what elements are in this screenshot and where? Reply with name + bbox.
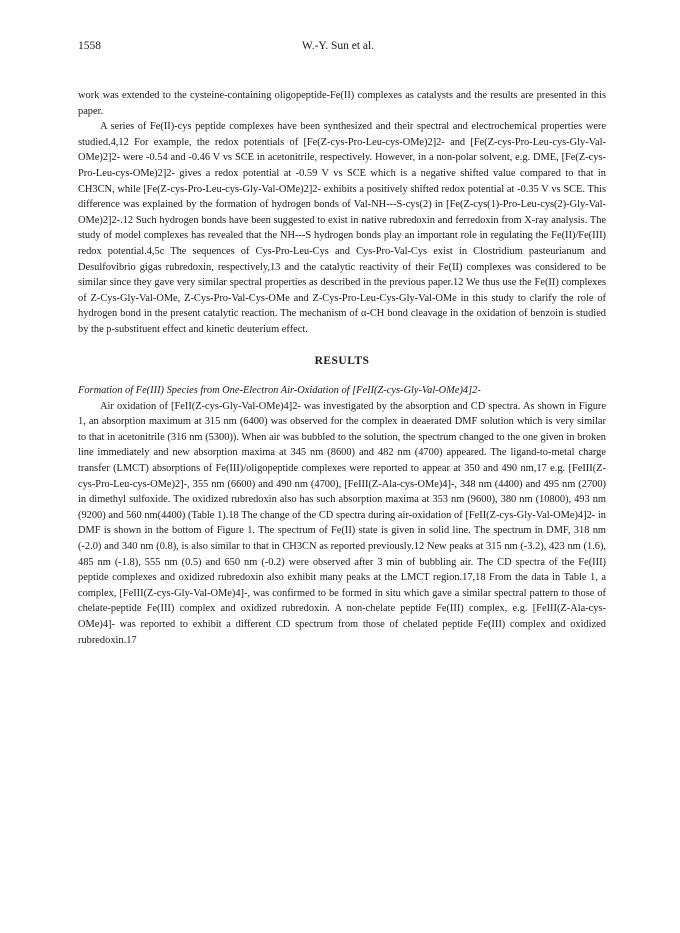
paragraph-air-oxidation: Air oxidation of [FeII(Z-cys-Gly-Val-OMe)4]2- was investigated by the absorption and CD spectra. As shown in Figure 1, an absorption maximum at 315 nm (6400) was observed for the complex in deaerated DMF solution which is very similar to that in acetonitrile (316 nm (5300)). When air was bubbled to the solution, the spectrum changed to the one given in broken line immediately and new absorption maxima at 345 nm (8600) and 482 nm (4700) appeared. The ligand-to-metal charge transfer (LMCT) absorptions of Fe(III)/oligopeptide complexes were reported to appear at 350 and 490 nm,17 e.g. [FeIII(Z-cys-Pro-Leu-cys-OMe)2]-, 355 nm (6600) and 490 nm (4700), [FeIII(Z-Ala-cys-OMe)4]-, 348 nm (4400) and 495 nm (2700) in dimethyl sulfoxide. The oxidized rubredoxin also has such absorption maxima at 353 nm (9600), 380 nm (10800), 493 nm (9200) and 560 nm(4400) (Table 1).18 The change of the CD spectra during air-oxidation of [FeII(Z-cys-Gly-Val-OMe)4]2- in DMF is shown in the bottom of Figure 1. The spectrum of Fe(II) state is given in solid line. The spectrum in DMF, 318 nm (-2.0) and 340 nm (0.8), is also similar to that in CH3CN as reported previously.12 New peaks at 315 nm (-3.2), 423 nm (1.6), 485 nm (-1.8), 555 nm (0.5) and 650 nm (-0.2) were observed after 3 min of bubbling air. The CD spectra of the Fe(III) peptide complexes and oxidized rubredoxin also exhibit many peaks at the LMCT region.17,18 From the data in Table 1, a complex, [FeIII(Z-cys-Gly-Val-OMe)4]-, was confirmed to be formed in situ which gave a similar spectral pattern to those of chelate-peptide Fe(III) complex and oxidized rubredoxin. A non-chelate peptide Fe(III) complex, e.g. [FeIII(Z-Ala-cys-OMe)4]- was reported to exhibit a different CD spectrum from those of chelated peptide Fe(III) complex and oxidized rubredoxin.17 xyxy=(78,400,606,646)
paragraph-intro-continuation: work was extended to the cysteine-containing oligopeptide-Fe(II) complexes as catalysts and the results are presented in this paper. xyxy=(78,90,606,117)
paragraph-redox-potentials: A series of Fe(II)-cys peptide complexes have been synthesized and their spectral and electrochemical properties were studied.4,12 For example, the redox potentials of [Fe(Z-cys-Pro-Leu-cys-OMe)2]2- and [Fe(Z-cys-Pro-Leu-cys-Gly-Val-OMe)2]2- were -0.54 and -0.46 V vs SCE in acetonitrile, respectively. However, in a non-polar solvent, e.g. DME, [Fe(Z-cys-Pro-Leu-cys-OMe)2]2- gives a redox potential at -0.59 V vs SCE which is a negative shifted value compared to that in CH3CN, while [Fe(Z-cys-Pro-Leu-cys-Gly-Val-OMe)2]2- exhibits a positively shifted redox potential at -0.35 V vs SCE. This difference was explained by the formation of hydrogen bonds of Val-NH---S-cys(2) in [Fe(Z-cys(1)-Pro-Leu-cys(2)-Gly-Val-OMe)2]2-.12 Such hydrogen bonds have been suggested to exist in native rubredoxin and ferredoxin from X-ray analysis. The study of model complexes has revealed that the NH---S hydrogen bonds play an important role in regulating the Fe(II)/Fe(III) redox potential.4,5c The sequences of Cys-Pro-Leu-Cys and Cys-Pro-Val-Cys exist in Clostridium pasteurianum and Desulfovibrio gigas rubredoxin, respectively,13 and the catalytic reactivity of their Fe(II) complexes was considered to be similar since they gave very similar spectral properties as described in the previous paper.12 We thus use the Fe(II) complexes of Z-Cys-Gly-Val-OMe, Z-Cys-Pro-Val-Cys-OMe and Z-Cys-Pro-Leu-Cys-Gly-Val-OMe in this study to clarify the role of hydrogen bond in the present catalytic reaction. The mechanism of α-CH bond cleavage in the oxidation of benzoin is studied by the p-substituent effect and kinetic deuterium effect. xyxy=(78,121,606,335)
running-head: W.-Y. Sun et al. xyxy=(301,40,375,52)
subsection-heading: Formation of Fe(III) Species from One-Electron Air-Oxidation of [FeII(Z-cys-Gly-Val-OMe)4]2- xyxy=(78,385,481,397)
page-number: 1558 xyxy=(78,40,101,52)
page-header xyxy=(78,40,598,56)
article-body xyxy=(78,88,606,648)
section-heading-results: RESULTS xyxy=(314,354,370,367)
